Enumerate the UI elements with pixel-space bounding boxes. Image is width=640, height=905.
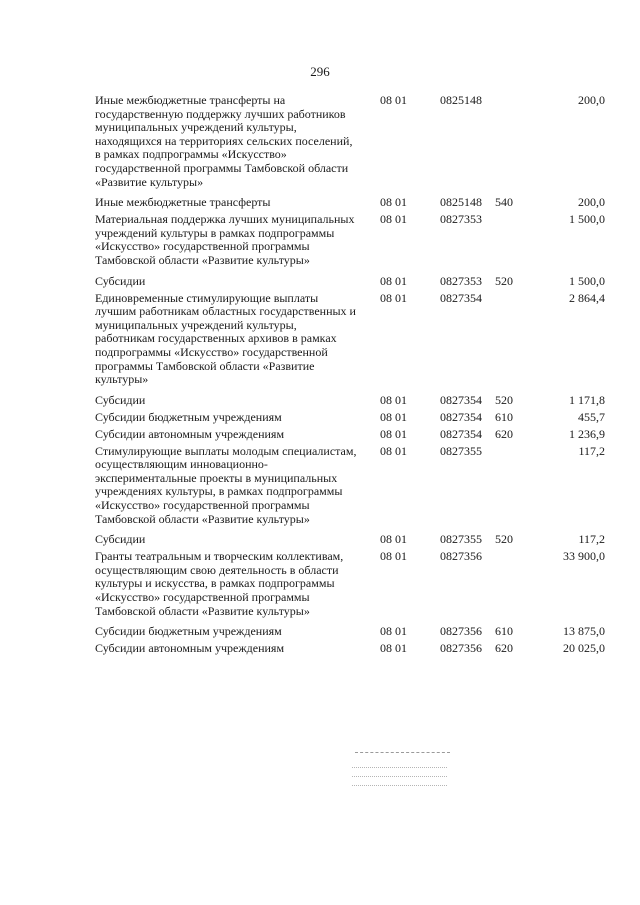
table-row xyxy=(95,196,605,210)
row-section-code: 08 01 xyxy=(380,443,407,458)
row-description: Субсидии автономным учреждениям xyxy=(95,641,285,656)
row-target-code: 0825148 xyxy=(440,195,482,210)
row-expense-code: 610 xyxy=(495,409,513,424)
row-section-code: 08 01 xyxy=(380,212,407,227)
table-row xyxy=(95,445,605,527)
row-expense-code: 540 xyxy=(495,195,513,210)
row-target-code: 0827354 xyxy=(440,409,482,424)
row-target-code: 0827355 xyxy=(440,532,482,547)
row-amount: 2 864,4 xyxy=(569,290,605,305)
row-description: Субсидии xyxy=(95,392,146,407)
row-description: Иные межбюджетные трансферты на государственную поддержку лучших работников муниципальных учреждений культуры, находящихся на территориях сельских поселений, в рамках подпрограммы «Искусство» государственной программы Тамбовской области «Развитие культуры» xyxy=(95,93,353,189)
row-amount: 117,2 xyxy=(578,443,605,458)
row-description: Материальная поддержка лучших муниципальных учреждений культуры в рамках подпрограммы «Искусство» государственной программы Тамбовской области «Развитие культуры» xyxy=(95,212,355,267)
table-row xyxy=(95,428,605,442)
row-description: Иные межбюджетные трансферты xyxy=(95,195,271,210)
row-section-code: 08 01 xyxy=(380,532,407,547)
budget-table xyxy=(95,94,605,656)
row-section-code: 08 01 xyxy=(380,195,407,210)
row-target-code: 0827354 xyxy=(440,392,482,407)
row-target-code: 0827355 xyxy=(440,443,482,458)
row-section-code: 08 01 xyxy=(380,624,407,639)
table-row xyxy=(95,411,605,425)
row-section-code: 08 01 xyxy=(380,426,407,441)
row-target-code: 0827356 xyxy=(440,549,482,564)
table-row xyxy=(95,550,605,618)
row-section-code: 08 01 xyxy=(380,93,407,107)
row-section-code: 08 01 xyxy=(380,392,407,407)
row-section-code: 08 01 xyxy=(380,290,407,305)
row-target-code: 0827356 xyxy=(440,641,482,656)
row-amount: 13 875,0 xyxy=(563,624,605,639)
page-number: 296 xyxy=(310,64,330,79)
row-amount: 1 171,8 xyxy=(569,392,605,407)
table-row xyxy=(95,94,605,189)
row-target-code: 0825148 xyxy=(440,93,482,107)
row-target-code: 0827353 xyxy=(440,273,482,288)
table-row xyxy=(95,394,605,408)
row-description: Субсидии бюджетным учреждениям xyxy=(95,624,282,639)
table-row xyxy=(95,213,605,267)
row-description: Стимулирующие выплаты молодым специалистам, осуществляющим инновационно-экспериментальные проекты в муниципальных учреждениях культуры, в рамках подпрограммы «Искусство» государственной программы Тамбовской области «Развитие культуры» xyxy=(95,443,357,526)
row-description: Единовременные стимулирующие выплаты лучшим работникам областных государственных и муниципальных учреждений культуры, работникам государственных архивов в рамках подпрограммы «Искусство» государственной программы Тамбовской области «Развитие культуры» xyxy=(95,290,356,387)
row-amount: 200,0 xyxy=(578,195,605,210)
row-expense-code: 610 xyxy=(495,624,513,639)
row-description: Субсидии xyxy=(95,532,146,547)
table-row xyxy=(95,625,605,639)
row-description: Субсидии автономным учреждениям xyxy=(95,426,285,441)
row-amount: 1 500,0 xyxy=(569,212,605,227)
faint-stamp-mark xyxy=(352,760,447,794)
table-row xyxy=(95,275,605,289)
row-section-code: 08 01 xyxy=(380,641,407,656)
row-amount: 20 025,0 xyxy=(563,641,605,656)
row-amount: 117,2 xyxy=(578,532,605,547)
row-section-code: 08 01 xyxy=(380,409,407,424)
row-target-code: 0827356 xyxy=(440,624,482,639)
row-section-code: 08 01 xyxy=(380,273,407,288)
row-expense-code: 520 xyxy=(495,392,513,407)
row-amount: 455,7 xyxy=(578,409,605,424)
row-target-code: 0827354 xyxy=(440,426,482,441)
row-target-code: 0827354 xyxy=(440,290,482,305)
row-target-code: 0827353 xyxy=(440,212,482,227)
table-row xyxy=(95,292,605,387)
table-row xyxy=(95,533,605,547)
row-expense-code: 520 xyxy=(495,273,513,288)
row-amount: 1 500,0 xyxy=(569,273,605,288)
row-amount: 200,0 xyxy=(578,93,605,107)
dashed-underline xyxy=(355,752,450,753)
row-section-code: 08 01 xyxy=(380,549,407,564)
row-expense-code: 520 xyxy=(495,532,513,547)
row-description: Субсидии xyxy=(95,273,146,288)
row-expense-code: 620 xyxy=(495,426,513,441)
row-expense-code: 620 xyxy=(495,641,513,656)
row-amount: 1 236,9 xyxy=(569,426,605,441)
row-description: Гранты театральным и творческим коллективам, осуществляющим свою деятельность в области культуры и искусства, в рамках подпрограммы «Искусство» государственной программы Тамбовской области «Развитие культуры» xyxy=(95,549,344,618)
table-row xyxy=(95,642,605,656)
row-amount: 33 900,0 xyxy=(563,549,605,564)
row-description: Субсидии бюджетным учреждениям xyxy=(95,409,282,424)
